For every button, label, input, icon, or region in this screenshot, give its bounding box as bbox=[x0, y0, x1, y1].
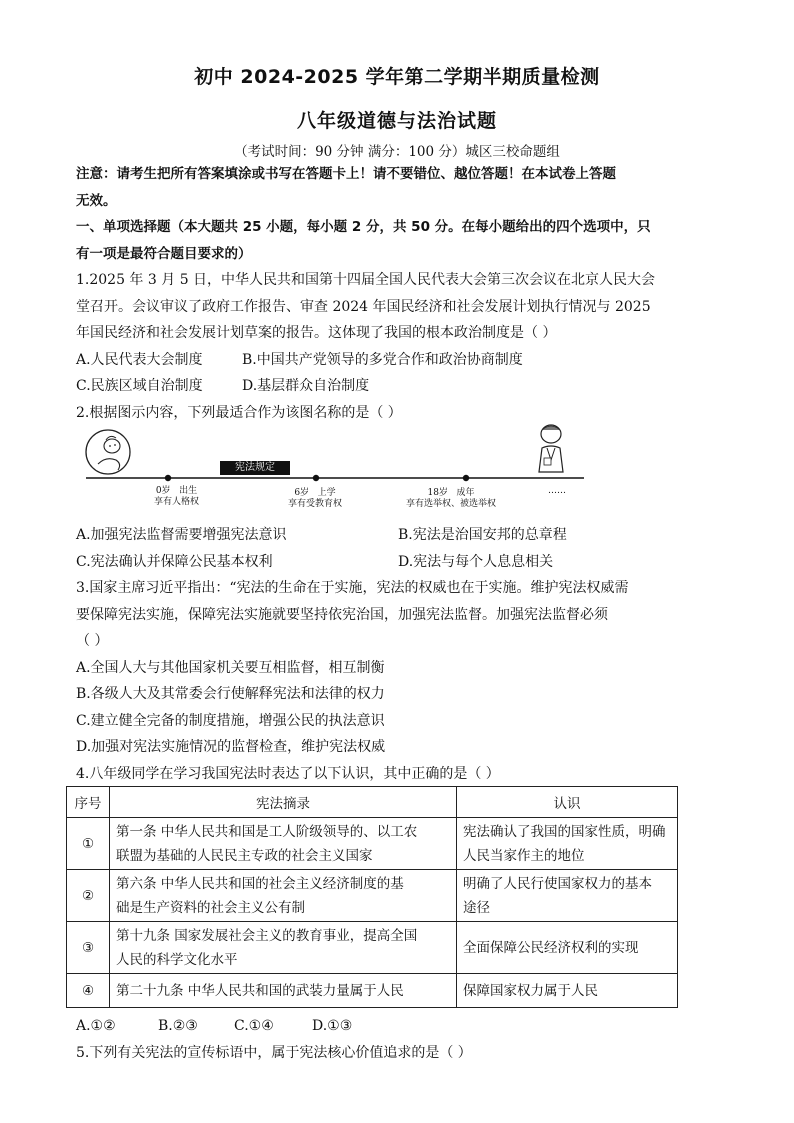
q2-option-c: C.宪法确认并保障公民基本权利 bbox=[76, 553, 273, 570]
q1-stem-line-3: 年国民经济和社会发展计划草案的报告。这体现了我国的根本政治制度是（ ） bbox=[76, 325, 557, 341]
q2-option-d: D.宪法与每个人息息相关 bbox=[398, 553, 554, 570]
timeline-point-school bbox=[313, 475, 319, 481]
table-row bbox=[67, 870, 678, 922]
notice-line-1: 注意：请考生把所有答案填涂或书写在答题卡上！请不要错位、越位答题！在本试卷上答题 bbox=[76, 166, 616, 182]
notice-and-q1 bbox=[76, 161, 718, 426]
timeline-point-birth bbox=[165, 475, 171, 481]
row-number: ④ bbox=[67, 974, 110, 1008]
q2-options-row-1 bbox=[76, 522, 718, 549]
q4-option-b: B.②③ bbox=[158, 1018, 198, 1034]
right-vote: 享有选举权、被选举权 bbox=[406, 499, 497, 509]
event-birth: 出生 bbox=[179, 486, 198, 496]
notice-line-2: 无效。 bbox=[76, 192, 117, 209]
col-header-number: 序号 bbox=[67, 787, 110, 818]
timeline-label-school bbox=[288, 488, 342, 510]
q2-stem: 2.根据图示内容，下列最适合作为该图名称的是（ ） bbox=[76, 404, 402, 421]
adult-person-icon bbox=[539, 425, 563, 472]
excerpt-line-1: 第一条 中华人民共和国是工人阶级领导的、以工农 bbox=[116, 823, 418, 840]
col-header-excerpt: 宪法摘录 bbox=[110, 787, 457, 818]
q4-option-d: D.①③ bbox=[312, 1018, 353, 1034]
row-excerpt bbox=[110, 870, 457, 922]
row-excerpt: 第二十九条 中华人民共和国的武装力量属于人民 bbox=[110, 974, 457, 1008]
q4-table bbox=[66, 786, 678, 1008]
row-excerpt bbox=[110, 818, 457, 870]
table-header-row bbox=[67, 787, 678, 818]
row-view bbox=[457, 870, 678, 922]
right-education: 享有受教育权 bbox=[288, 499, 343, 509]
q4-stem: 4.八年级同学在学习我国宪法时表达了以下认识，其中正确的是（ ） bbox=[76, 765, 500, 782]
q3-stem-line-3: （ ） bbox=[76, 633, 109, 649]
row-view: 全面保障公民经济权利的实现 bbox=[457, 922, 678, 974]
section-heading-line-1: 一、单项选择题（本大题共 25 小题，每小题 2 分，共 50 分。在每小题给出的四个选项中，只 bbox=[76, 219, 651, 235]
row-number: ③ bbox=[67, 922, 110, 974]
event-adult: 成年 bbox=[456, 488, 475, 498]
q3-option-b: B.各级人大及其常委会行使解释宪法和法律的权力 bbox=[76, 686, 385, 702]
q4-option-a: A.①② bbox=[76, 1018, 116, 1034]
view-line-1: 宪法确认了我国的国家性质，明确 bbox=[463, 823, 666, 840]
row-view: 保障国家权力属于人民 bbox=[457, 974, 678, 1008]
timeline-ellipsis: …… bbox=[548, 486, 566, 496]
view-line-2: 人民当家作主的地位 bbox=[463, 847, 585, 864]
subject-title: 八年级道德与法治试题 bbox=[296, 110, 497, 132]
q4-options-q5-block bbox=[76, 1013, 718, 1066]
q1-stem-line-2: 堂召开。会议审议了政府工作报告、审查 2024 年国民经济和社会发展计划执行情况与 2025 bbox=[76, 298, 651, 315]
table-row bbox=[67, 974, 678, 1008]
q2-timeline-figure bbox=[76, 420, 596, 520]
q1-option-d: D.基层群众自治制度 bbox=[242, 378, 370, 394]
exam-title: 初中 2024-2025 学年第二学期半期质量检测 bbox=[194, 66, 600, 88]
view-line-1: 明确了人民行使国家权力的基本 bbox=[463, 875, 652, 892]
age-18: 18岁 bbox=[427, 488, 448, 498]
q3-stem-line-2: 要保障宪法实施，保障宪法实施就要坚持依宪治国，加强宪法监督。加强宪法监督必须 bbox=[76, 606, 608, 623]
q2-option-b: B.宪法是治国安邦的总章程 bbox=[398, 527, 567, 543]
q3-option-d: D.加强对宪法实施情况的监督检查，维护宪法权威 bbox=[76, 739, 386, 755]
q1-option-a: A.人民代表大会制度 bbox=[76, 351, 203, 368]
excerpt-line-2: 础是生产资料的社会主义公有制 bbox=[116, 899, 305, 916]
age-6: 6岁 bbox=[294, 488, 310, 498]
excerpt-line-1: 第六条 中华人民共和国的社会主义经济制度的基 bbox=[116, 875, 404, 892]
row-number: ② bbox=[67, 870, 110, 922]
right-personality: 享有人格权 bbox=[154, 497, 200, 507]
row-view bbox=[457, 818, 678, 870]
q4-options-row bbox=[76, 1013, 718, 1040]
q1-options-row-2 bbox=[76, 373, 718, 400]
q1-option-b: B.中国共产党领导的多党合作和政治协商制度 bbox=[242, 351, 523, 368]
q2-options-row-2 bbox=[76, 549, 718, 576]
row-excerpt bbox=[110, 922, 457, 974]
row-number: ① bbox=[67, 818, 110, 870]
q3-option-c: C.建立健全完备的制度措施，增强公民的执法意识 bbox=[76, 712, 385, 729]
q1-stem-line-1: 1.2025 年 3 月 5 日，中华人民共和国第十四届全国人民代表大会第三次会议在北京人民大会 bbox=[76, 272, 656, 288]
q1-options-row-1 bbox=[76, 347, 718, 374]
col-header-view: 认识 bbox=[457, 787, 678, 818]
excerpt-line-2: 人民的科学文化水平 bbox=[116, 951, 238, 968]
age-0: 0岁 bbox=[155, 486, 171, 496]
timeline-label-birth bbox=[154, 486, 199, 508]
q5-stem: 5.下列有关宪法的宣传标语中，属于宪法核心价值追求的是（ ） bbox=[76, 1044, 472, 1061]
excerpt-line-1: 第十九条 国家发展社会主义的教育事业，提高全国 bbox=[116, 927, 418, 944]
baby-icon bbox=[86, 430, 130, 474]
timeline-point-adult bbox=[463, 475, 469, 481]
table-row bbox=[67, 922, 678, 974]
q3-option-a: A.全国人大与其他国家机关要互相监督，相互制衡 bbox=[76, 659, 385, 676]
timeline-label-adult bbox=[406, 488, 496, 510]
q2-option-a: A.加强宪法监督需要增强宪法意识 bbox=[76, 527, 287, 543]
q2-q3-block bbox=[76, 522, 718, 787]
event-school: 上学 bbox=[317, 488, 336, 498]
view-line-2: 途径 bbox=[463, 899, 490, 916]
q4-option-c: C.①④ bbox=[234, 1018, 274, 1034]
exam-info: （考试时间：90 分钟 满分：100 分）城区三校命题组 bbox=[234, 144, 560, 160]
constitution-tag: 宪法规定 bbox=[220, 461, 290, 475]
excerpt-line-2: 联盟为基础的人民民主专政的社会主义国家 bbox=[116, 847, 373, 864]
section-heading-line-2: 有一项是最符合题目要求的） bbox=[76, 245, 252, 262]
q3-stem-line-1: 3.国家主席习近平指出：“宪法的生命在于实施，宪法的权威也在于实施。维护宪法权威需 bbox=[76, 580, 629, 596]
q1-option-c: C.民族区域自治制度 bbox=[76, 378, 203, 394]
table-row bbox=[67, 818, 678, 870]
